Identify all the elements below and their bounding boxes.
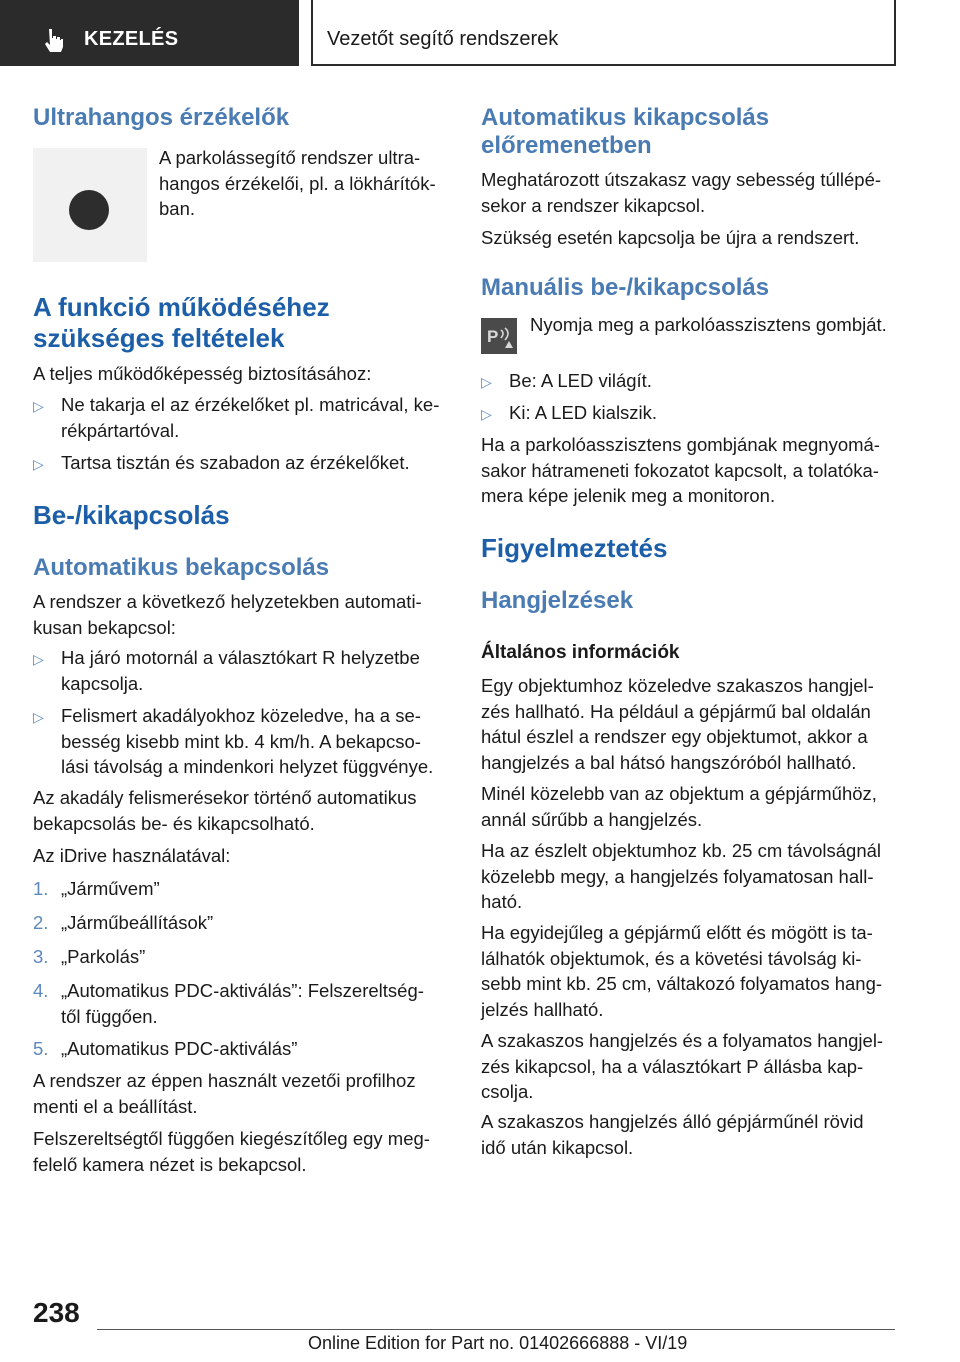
step-item: 2. „Járműbeállítások” <box>33 912 214 933</box>
step-item: 4. „Automatikus PDC-aktiválás”: Felszereltség- től függően. <box>33 980 424 1027</box>
triangle-bullet-icon: ▷ <box>481 406 492 422</box>
sensor-dot <box>69 190 109 230</box>
svg-text:P: P <box>487 327 499 346</box>
manual-heading: Manuális be-/kikapcsolás <box>481 274 770 301</box>
list-item: ▷ Ne takarja el az érzékelőket pl. matricával, ke- rékpártartóval. <box>33 394 440 441</box>
triangle-bullet-icon: ▷ <box>33 709 44 725</box>
paragraph: Ha az észlelt objektumhoz kb. 25 cm távolságnál közelebb megy, a hangjelzés folyamatosan hall- ható. <box>481 840 882 912</box>
chapter-tab <box>311 0 896 66</box>
section-tab <box>0 0 299 66</box>
list-item: ▷ Felismert akadályokhoz közeledve, ha a se- besség kisebb mint kb. 4 km/h. A bekapcso- lási távolság a mindenkori helyzet függvénye. <box>33 705 434 777</box>
hand-pointer-icon <box>40 26 66 52</box>
warning-heading: Figyelmeztetés <box>481 533 668 563</box>
step-item: 1. „Járművem” <box>33 878 160 899</box>
conditions-heading: A funkció működéséhez szükséges feltételek <box>33 292 330 353</box>
ultrasonic-sensor-image <box>33 148 147 262</box>
auto-off-text-2: Szükség esetén kapcsolja be újra a rendszert. <box>481 227 860 248</box>
reverse-paragraph: Ha a parkolóasszisztens gombjának megnyomá- sakor hátrameneti fokozatot kapcsolt, a tolatóka- mera képe jelenik meg a monitoron. <box>481 434 880 506</box>
paragraph: A szakaszos hangjelzés álló gépjárműnél rövid idő után kikapcsol. <box>481 1111 864 1158</box>
manual-text: Nyomja meg a parkolóasszisztens gombját. <box>530 314 887 335</box>
park-assist-button-icon <box>481 318 517 354</box>
step-item: 5. „Automatikus PDC-aktiválás” <box>33 1038 298 1059</box>
sounds-heading: Hangjelzések <box>481 587 634 614</box>
list-item: ▷ Ki: A LED kialszik. <box>481 400 895 426</box>
camera-paragraph: Felszereltségtől függően kiegészítőleg egy meg- felelő kamera nézet is bekapcsol. <box>33 1128 430 1175</box>
chapter-title: Vezetőt segítő rendszerek <box>327 28 559 50</box>
step-item: 3. „Parkolás” <box>33 946 146 967</box>
list-item: ▷ Tartsa tisztán és szabadon az érzékelőket. <box>33 450 447 476</box>
triangle-bullet-icon: ▷ <box>33 398 44 414</box>
paragraph: Egy objektumhoz közeledve szakaszos hangjel- zés hallható. Ha például a gépjármű bal oldalán hátul észlel a rendszer egy objektumot, akkor a hangjelzés a bal hátsó hangszóróból hallható. <box>481 675 874 773</box>
conditions-intro: A teljes működőképesség biztosításához: <box>33 363 372 384</box>
footer-divider <box>97 1329 895 1330</box>
list-item: ▷ Be: A LED világít. <box>481 368 895 394</box>
idrive-text: Az iDrive használatával: <box>33 845 231 866</box>
ultrasonic-heading: Ultrahangos érzékelők <box>33 104 290 131</box>
triangle-bullet-icon: ▷ <box>481 374 492 390</box>
paragraph: Minél közelebb van az objektum a gépjárműhöz, annál sűrűbb a hangjelzés. <box>481 783 877 830</box>
list-item: ▷ Ha járó motornál a választókart R helyzetbe kapcsolja. <box>33 647 420 694</box>
on-off-heading: Be-/kikapcsolás <box>33 500 230 530</box>
edition-text: Online Edition for Part no. 01402666888 - VI/19 <box>308 1333 688 1353</box>
page-number: 238 <box>33 1297 80 1328</box>
triangle-bullet-icon: ▷ <box>33 456 44 472</box>
detection-paragraph: Az akadály felismerésekor történő automatikus bekapcsolás be- és kikapcsolható. <box>33 787 417 834</box>
auto-off-heading: Automatikus kikapcsolás előremenetben <box>481 104 770 159</box>
paragraph: Ha egyidejűleg a gépjármű előtt és mögött is ta- lálhatók objektumok, és a követési távolság ki- sebb mint kb. 25 cm, váltakozó folyamatos hang- jelzés hallható. <box>481 922 883 1020</box>
section-title: KEZELÉS <box>84 28 179 50</box>
park-assist-symbol <box>481 318 517 354</box>
profile-paragraph: A rendszer az éppen használt vezetői profilhoz menti el a beállítást. <box>33 1070 416 1117</box>
paragraph: A szakaszos hangjelzés és a folyamatos hangjel- zés kikapcsol, ha a választókart P állásba kap- csolja. <box>481 1030 884 1102</box>
auto-off-text: Meghatározott útszakasz vagy sebesség túllépé- sekor a rendszer kikapcsol. <box>481 169 882 216</box>
auto-on-heading: Automatikus bekapcsolás <box>33 554 330 581</box>
auto-on-intro: A rendszer a következő helyzetekben automati- kusan bekapcsol: <box>33 591 422 638</box>
ultrasonic-text: A parkolássegítő rendszer ultra- hangos érzékelői, pl. a lökhárítók- ban. <box>159 147 436 219</box>
general-info-heading: Általános információk <box>481 642 680 663</box>
triangle-bullet-icon: ▷ <box>33 651 44 667</box>
